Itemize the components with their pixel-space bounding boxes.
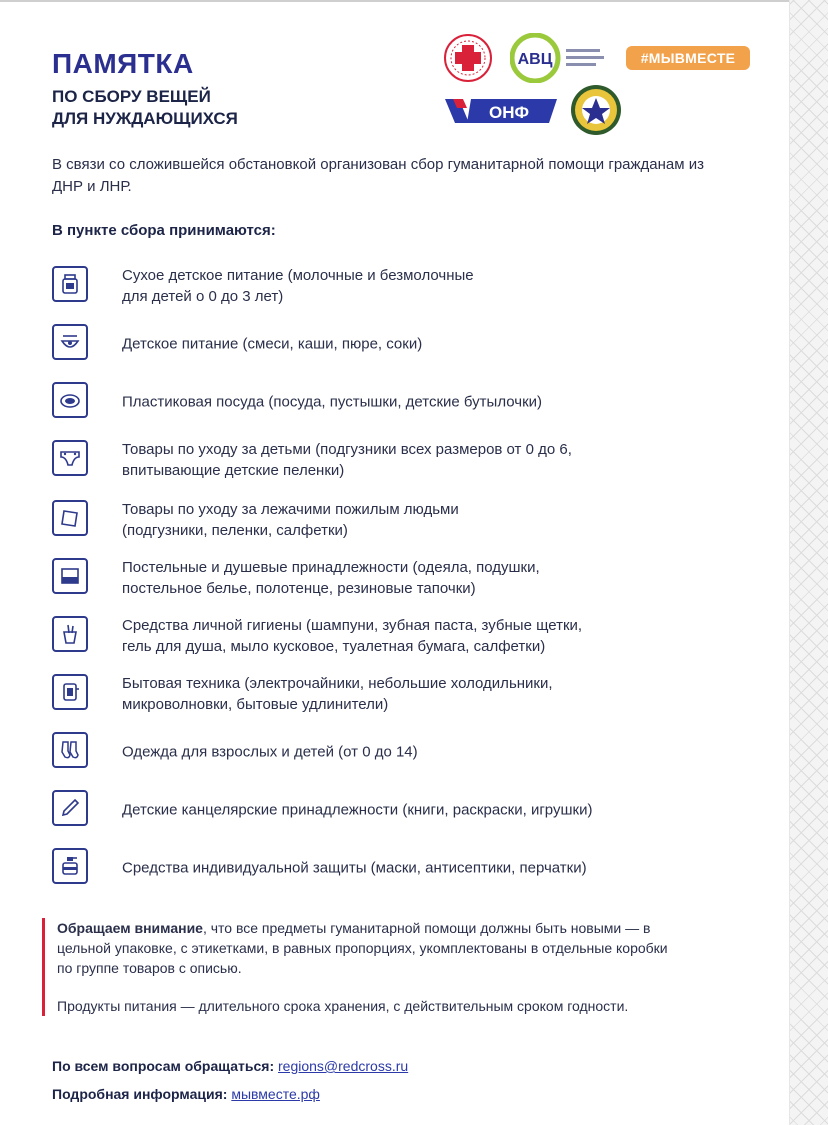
myvmeste-logo-text: #МЫВМЕСТЕ [640,50,736,66]
socks-icon [52,732,88,768]
list-item-line-1: Одежда для взрослых и детей (от 0 до 14) [122,743,418,761]
list-item [52,500,752,540]
contact-info-label: Подробная информация: [52,1086,228,1102]
list-item [52,440,752,480]
list-item-text [122,265,742,307]
onf-logo [445,96,557,126]
list-item-line-1: Постельные и душевые принадлежности (одеяла, подушки, [122,559,540,576]
list-item-text [122,392,742,413]
list-item [52,674,752,714]
list-item-line-2: микроволновки, бытовые удлинители) [122,696,389,713]
list-item-text [122,858,742,879]
avc-logo-text: АВЦ [517,51,553,68]
list-item-line-1: Бытовая техника (электрочайники, небольшие холодильники, [122,675,553,692]
notice-text-1: , что все предметы гуманитарной помощи должны быть новыми — в цельной упаковке, с этикетками, в равных пропорциях, укомплектованы в отдельные коробки по группе товаров с описью. [57,920,668,976]
list-item-line-1: Средства индивидуальной защиты (маски, антисептики, перчатки) [122,859,587,877]
list-item-line-1: Сухое детское питание (молочные и безмолочные [122,267,474,284]
top-border [0,0,828,2]
pencil-icon [52,790,88,826]
accepted-items-heading: В пункте сбора принимаются: [52,222,276,239]
list-item [52,266,752,306]
contact-questions [52,1058,408,1074]
list-item-text [122,800,742,821]
contact-site-link[interactable]: мывместе.рф [231,1086,320,1102]
list-item [52,790,752,830]
napkin-icon [52,500,88,536]
list-item [52,616,752,656]
list-item-text [122,499,742,541]
toothbrush-cup-icon [52,616,88,652]
decorative-pattern-strip [789,0,828,1125]
list-item-line-2: впитывающие детские пеленки) [122,462,345,479]
notice-paragraph-1 [57,918,677,978]
diaper-icon [52,440,88,476]
myvmeste-logo [626,46,750,70]
baby-food-jar-icon [52,266,88,302]
subtitle-line-1: ПО СБОРУ ВЕЩЕЙ [52,87,211,106]
list-item-text [122,439,742,481]
list-item-line-2: постельное белье, полотенце, резиновые тапочки) [122,580,476,597]
appliance-icon [52,674,88,710]
avc-logo [510,33,610,83]
list-item-line-1: Пластиковая посуда (посуда, пустышки, детские бутылочки) [122,393,543,411]
list-item-line-1: Товары по уходу за детьми (подгузники всех размеров от 0 до 6, [122,441,572,458]
list-item-text [122,742,742,763]
notice-paragraph-2: Продукты питания — длительного срока хранения, с действительным сроком годности. [57,998,629,1014]
onf-logo-text: ОНФ [488,103,530,122]
list-item-text [122,557,742,599]
list-item [52,848,752,888]
intro-paragraph: В связи со сложившейся обстановкой организован сбор гуманитарной помощи гражданам из ДНР и ЛНР. [52,156,704,195]
subtitle-line-2: ДЛЯ НУЖДАЮЩИХСЯ [52,109,238,128]
contact-questions-label: По всем вопросам обращаться: [52,1058,275,1074]
list-item-text [122,615,742,657]
list-item-line-1: Товары по уходу за лежачими пожилым людьми [122,501,459,518]
list-item-line-2: для детей о 0 до 3 лет) [122,288,284,305]
list-item [52,732,752,772]
list-item-line-2: (подгузники, пеленки, салфетки) [122,522,348,539]
notice-bold-lead: Обращаем внимание [57,920,203,936]
contact-info [52,1086,320,1102]
page-title: ПАМЯТКА [52,48,194,79]
list-item [52,324,752,364]
list-item [52,558,752,598]
bedding-icon [52,558,88,594]
list-item-line-2: гель для душа, мыло кусковое, туалетная бумага, салфетки) [122,638,546,655]
list-item-text [122,334,742,355]
list-item-line-1: Детское питание (смеси, каши, пюре, соки) [122,335,423,353]
list-item-line-1: Детские канцелярские принадлежности (книги, раскраски, игрушки) [122,801,593,819]
contact-email-link[interactable]: regions@redcross.ru [278,1058,409,1074]
red-cross-logo [443,33,493,83]
sanitizer-icon [52,848,88,884]
list-item-text [122,673,742,715]
emblem-logo [570,84,622,136]
page-subtitle [52,86,352,130]
list-item-line-1: Средства личной гигиены (шампуни, зубная паста, зубные щетки, [122,617,583,634]
baby-bowl-icon [52,324,88,360]
plate-icon [52,382,88,418]
list-item [52,382,752,422]
notice-block [42,918,677,1016]
